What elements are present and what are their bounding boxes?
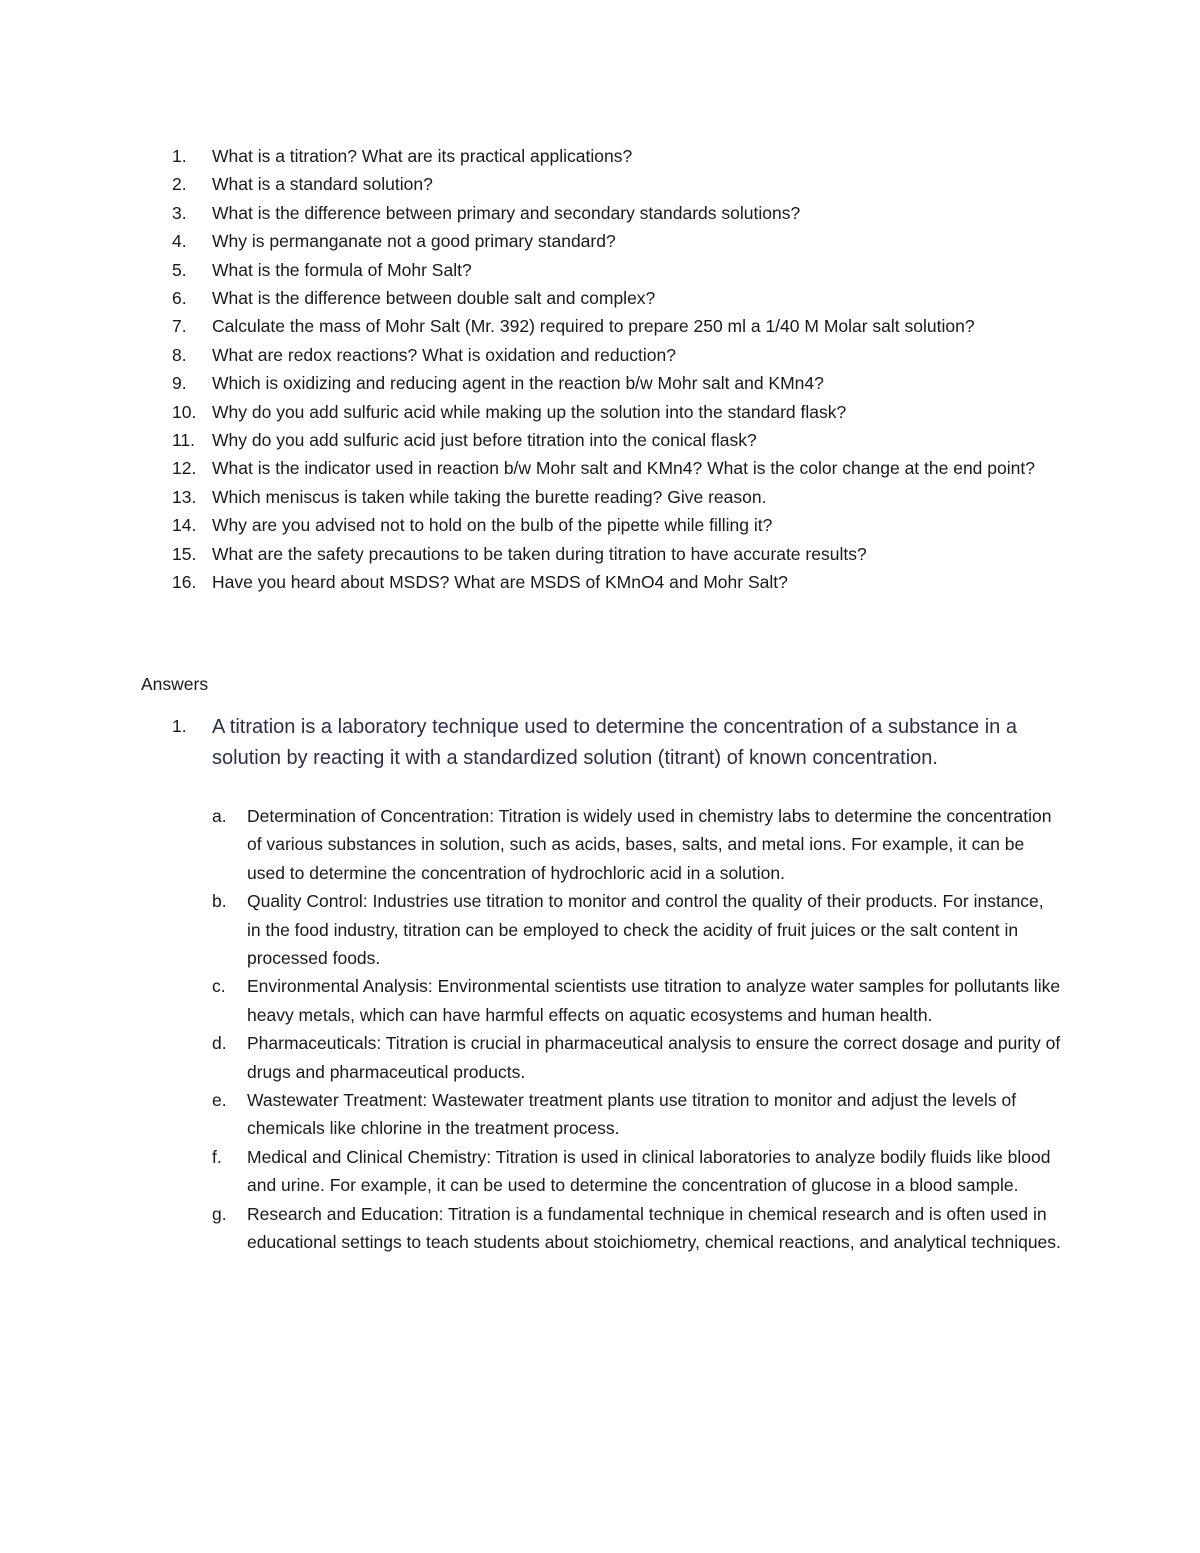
question-item [172,227,1072,255]
application-item [212,1029,1062,1086]
question-item [172,398,1072,426]
question-number: 3. [172,202,187,223]
question-text: Why do you add sulfuric acid just before titration into the conical flask? [212,430,757,451]
answer-number: 1. [172,716,187,736]
question-number: 5. [172,259,187,280]
question-item [172,170,1072,198]
question-item [172,142,1072,170]
question-item [172,568,1072,596]
application-item [212,887,1062,972]
question-text: What is a standard solution? [212,174,433,195]
question-item [172,426,1072,454]
question-item [172,369,1072,397]
application-letter: e. [212,1090,227,1111]
question-number: 2. [172,174,187,195]
application-text: Quality Control: Industries use titration to monitor and control the quality of their products. For instance, in the food industry, titration can be employed to check the acidity of fruit juices or the salt content in processed foods. [247,891,1044,969]
question-number: 12. [172,458,197,479]
question-number: 15. [172,543,197,564]
question-item [172,483,1072,511]
applications-list [212,802,1062,1257]
application-text: Research and Education: Titration is a fundamental technique in chemical research and is often used in educational settings to teach students about stoichiometry, chemical reactions, and analytical techniques. [247,1203,1061,1253]
question-text: Why are you advised not to hold on the bulb of the pipette while filling it? [212,515,773,536]
question-text: Calculate the mass of Mohr Salt (Mr. 392) required to prepare 250 ml a 1/40 M Molar salt solution? [212,316,975,337]
application-text: Pharmaceuticals: Titration is crucial in pharmaceutical analysis to ensure the correct dosage and purity of drugs and pharmaceutical products. [247,1033,1061,1082]
application-text: Medical and Clinical Chemistry: Titration is used in clinical laboratories to analyze bodily fluids like blood and urine. For example, it can be used to determine the concentration of glucose in a blood sample. [247,1146,1051,1196]
question-item [172,341,1072,369]
question-number: 11. [172,430,196,451]
application-item [212,1200,1062,1257]
answer-item [172,712,1062,774]
question-number: 9. [172,373,187,394]
question-text: What is the difference between primary and secondary standards solutions? [212,202,801,223]
question-item [172,540,1072,568]
application-item [212,802,1062,887]
answers-heading: Answers [141,674,209,694]
application-text: Determination of Concentration: Titration is widely used in chemistry labs to determine the concentration of various substances in solution, such as acids, bases, salts, and metal ions. For example, it can be used to determine the concentration of hydrochloric acid in a solution. [247,806,1052,883]
question-text: What is a titration? What are its practical applications? [212,146,633,166]
question-number: 1. [172,146,187,166]
question-text: What are the safety precautions to be taken during titration to have accurate results? [212,543,867,564]
question-number: 14. [172,515,197,536]
application-item [212,972,1062,1029]
question-number: 6. [172,288,187,309]
question-text: What is the indicator used in reaction b/w Mohr salt and KMn4? What is the color change at the end point? [212,458,1035,479]
question-item [172,511,1072,539]
question-item [172,284,1072,312]
question-item [172,454,1072,482]
question-text: Which is oxidizing and reducing agent in the reaction b/w Mohr salt and KMn4? [212,373,824,394]
question-text: What are redox reactions? What is oxidation and reduction? [212,344,677,365]
question-item [172,256,1072,284]
question-text: Which meniscus is taken while taking the burette reading? Give reason. [212,486,767,507]
question-number: 10. [172,401,197,422]
question-text: What is the difference between double salt and complex? [212,288,656,309]
question-text: Have you heard about MSDS? What are MSDS of KMnO4 and Mohr Salt? [212,572,788,593]
answer-lead-text: A titration is a laboratory technique used to determine the concentration of a substance in a solution by reacting it with a standardized solution (titrant) of known concentration. [212,716,1017,769]
application-item [212,1086,1062,1143]
application-text: Environmental Analysis: Environmental scientists use titration to analyze water samples for pollutants like heavy metals, which can have harmful effects on aquatic ecosystems and human health. [247,976,1061,1025]
application-item [212,1143,1062,1200]
application-text: Wastewater Treatment: Wastewater treatment plants use titration to monitor and adjust the levels of chemicals like chlorine in the treatment process. [247,1090,1017,1139]
question-number: 13. [172,486,197,507]
application-letter: b. [212,891,227,912]
question-number: 7. [172,316,187,337]
question-text: Why is permanganate not a good primary standard? [212,231,616,252]
application-letter: g. [212,1203,227,1224]
question-text: What is the formula of Mohr Salt? [212,259,472,280]
question-number: 8. [172,344,187,365]
question-text: Why do you add sulfuric acid while making up the solution into the standard flask? [212,401,847,422]
question-number: 4. [172,231,187,252]
question-number: 16. [172,572,197,593]
application-letter: a. [212,806,227,826]
question-item [172,199,1072,227]
questions-list [172,142,1072,597]
application-letter: f. [212,1146,222,1167]
application-letter: d. [212,1033,227,1054]
application-letter: c. [212,976,226,997]
question-item [172,312,1072,340]
